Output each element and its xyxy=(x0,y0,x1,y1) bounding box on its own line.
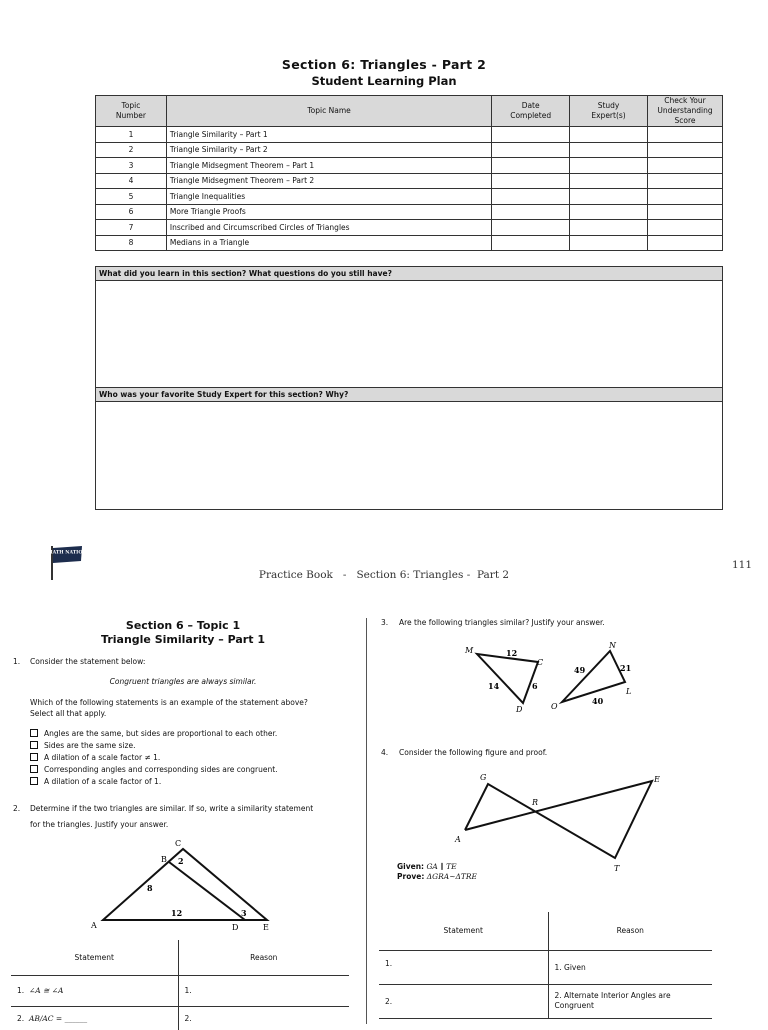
date-cell[interactable] xyxy=(492,189,570,205)
q1-prompt: Consider the statement below: xyxy=(30,657,146,666)
topic-number: 6 xyxy=(96,204,167,220)
label-a: A xyxy=(455,835,461,844)
table-row xyxy=(96,189,723,205)
q3-triangles-figure xyxy=(460,637,640,717)
q3-number: 3. xyxy=(381,618,389,627)
col-topic-number xyxy=(96,96,167,127)
reason-cell: 1. Given xyxy=(548,950,712,984)
reflection-question-learned: What did you learn in this section? What questions do you still have? xyxy=(96,267,722,281)
table-row xyxy=(11,975,349,1006)
table-row xyxy=(379,984,712,1018)
label-d: D xyxy=(516,705,523,714)
table-row xyxy=(96,142,723,158)
q1-statement: Congruent triangles are always similar. xyxy=(109,677,257,686)
col-check-score xyxy=(648,96,723,127)
topic-name: Triangle Similarity – Part 2 xyxy=(166,142,491,158)
date-cell[interactable] xyxy=(492,204,570,220)
col-date-completed xyxy=(492,96,570,127)
length-md: 14 xyxy=(488,681,500,691)
label-e: E xyxy=(263,923,269,932)
row-number: 1. xyxy=(385,958,393,968)
row-number: 1. xyxy=(184,986,192,995)
table-row xyxy=(96,173,723,189)
q2-number: 2. xyxy=(13,804,21,813)
checkbox[interactable] xyxy=(30,729,38,737)
reflection-answer-expert[interactable] xyxy=(96,402,722,509)
row-number: 2. xyxy=(17,1013,25,1023)
expert-cell[interactable] xyxy=(570,127,648,143)
col-topic-name xyxy=(166,96,491,127)
length-ab: 8 xyxy=(147,883,153,893)
date-cell[interactable] xyxy=(492,173,570,189)
statement-cell[interactable] xyxy=(379,984,548,1018)
section-title: Section 6: Triangles - Part 2 xyxy=(281,57,487,72)
q4-prompt: Consider the following figure and proof. xyxy=(399,748,548,757)
date-cell[interactable] xyxy=(492,235,570,251)
q4-proof-table xyxy=(379,912,712,1019)
col-study-experts-label: Study Expert(s) xyxy=(591,101,626,120)
row-number: 2. xyxy=(184,1013,192,1023)
reflection-answer-learned[interactable] xyxy=(96,281,722,387)
topic-name: Medians in a Triangle xyxy=(166,235,491,251)
expert-cell[interactable] xyxy=(570,173,648,189)
col-date-completed-label: Date Completed xyxy=(510,101,552,120)
q3-prompt: Are the following triangles similar? Justify your answer. xyxy=(399,618,605,627)
label-e: E xyxy=(654,775,660,784)
label-o: O xyxy=(551,702,558,711)
label-l: L xyxy=(626,687,632,696)
topic-name: Triangle Midsegment Theorem – Part 2 xyxy=(166,173,491,189)
q4-given-prove xyxy=(397,862,477,882)
q1-instruction-2: Select all that apply. xyxy=(30,709,107,718)
expert-cell[interactable] xyxy=(570,220,648,236)
date-cell[interactable] xyxy=(492,158,570,174)
reason-header: Reason xyxy=(178,940,349,975)
q1-option-label: A dilation of a scale factor ≠ 1. xyxy=(44,753,161,762)
q1-option-label: Corresponding angles and corresponding sides are congruent. xyxy=(44,765,278,774)
expert-cell[interactable] xyxy=(570,204,648,220)
score-cell[interactable] xyxy=(648,158,723,174)
given-text: GA ∥ TE xyxy=(426,862,457,871)
date-cell[interactable] xyxy=(492,142,570,158)
label-b: B xyxy=(161,855,167,864)
topic-number: 8 xyxy=(96,235,167,251)
topic-name: Inscribed and Circumscribed Circles of Triangles xyxy=(166,220,491,236)
checkbox[interactable] xyxy=(30,753,38,761)
q1-instruction: Which of the following statements is an example of the statement above? xyxy=(30,698,308,707)
topic-number: 3 xyxy=(96,158,167,174)
score-cell[interactable] xyxy=(648,235,723,251)
learning-plan-subtitle: Student Learning Plan xyxy=(311,74,457,88)
label-r: R xyxy=(532,798,539,807)
reason-cell[interactable] xyxy=(178,1006,349,1030)
length-ad: 12 xyxy=(171,908,183,918)
topic-title: Section 6 – Topic 1 xyxy=(125,619,241,632)
topic-name: Triangle Inequalities xyxy=(166,189,491,205)
reflection-question-expert: Who was your favorite Study Expert for this section? Why? xyxy=(96,387,722,402)
q1-option-label: Sides are the same size. xyxy=(44,741,136,750)
col-topic-number-label: Topic Number xyxy=(115,101,147,120)
q1-option xyxy=(30,777,278,789)
reason-cell: 2. Alternate Interior Angles are Congruent xyxy=(548,984,712,1018)
reason-header: Reason xyxy=(548,912,712,950)
topic-number: 7 xyxy=(96,220,167,236)
topic-subtitle: Triangle Similarity – Part 1 xyxy=(101,633,265,646)
topic-number: 1 xyxy=(96,127,167,143)
col-topic-name-label: Topic Name xyxy=(307,106,351,115)
col-study-experts xyxy=(570,96,648,127)
date-cell[interactable] xyxy=(492,127,570,143)
label-a: A xyxy=(91,921,97,930)
page-number: 111 xyxy=(732,559,753,571)
given-label: Given: xyxy=(397,862,425,871)
proof-header-row xyxy=(11,940,349,975)
score-cell[interactable] xyxy=(648,173,723,189)
q1-option xyxy=(30,765,278,777)
expert-cell[interactable] xyxy=(570,189,648,205)
statement-cell xyxy=(11,1006,178,1030)
score-cell[interactable] xyxy=(648,142,723,158)
topic-name: Triangle Similarity – Part 1 xyxy=(166,127,491,143)
column-divider xyxy=(366,618,367,1024)
proof-header-row xyxy=(379,912,712,950)
q1-option xyxy=(30,729,278,741)
q1-option xyxy=(30,753,278,765)
q1-number: 1. xyxy=(13,657,21,666)
score-cell[interactable] xyxy=(648,189,723,205)
length-nl: 21 xyxy=(620,663,632,673)
statement-header: Statement xyxy=(379,912,548,950)
statement-cell[interactable] xyxy=(379,950,548,984)
given-line xyxy=(397,862,477,872)
row-number: 1. xyxy=(17,986,25,995)
label-c: C xyxy=(175,839,182,848)
label-t: T xyxy=(614,864,620,873)
topic-number: 2 xyxy=(96,142,167,158)
length-de: 3 xyxy=(241,908,247,918)
table-row xyxy=(96,235,723,251)
statement-cell xyxy=(11,975,178,1006)
prove-line xyxy=(397,872,477,882)
q2-prompt: Determine if the two triangles are similar. If so, write a similarity statement xyxy=(30,804,314,813)
q1-option-label: Angles are the same, but sides are proportional to each other. xyxy=(44,729,278,738)
topic-name: More Triangle Proofs xyxy=(166,204,491,220)
q4-figure xyxy=(450,768,670,878)
expert-cell[interactable] xyxy=(570,158,648,174)
q1-options xyxy=(30,729,278,789)
table-row xyxy=(379,950,712,984)
q2-proof-table xyxy=(11,940,349,1030)
topic-number: 4 xyxy=(96,173,167,189)
statement-text: ∠A ≅ ∠A xyxy=(28,986,64,995)
table-row xyxy=(11,1006,349,1030)
score-cell[interactable] xyxy=(648,127,723,143)
label-g: G xyxy=(480,773,487,782)
expert-cell[interactable] xyxy=(570,142,648,158)
topic-name: Triangle Midsegment Theorem – Part 1 xyxy=(166,158,491,174)
reason-cell[interactable] xyxy=(178,975,349,1006)
statement-text: AB/AC = ______ xyxy=(28,1013,88,1023)
length-on: 49 xyxy=(574,665,586,675)
label-n: N xyxy=(609,641,616,650)
table-row xyxy=(96,220,723,236)
label-m: M xyxy=(465,646,474,655)
prove-text: ΔGRA~ΔTRE xyxy=(426,872,478,881)
learning-plan-header-row xyxy=(96,96,723,127)
score-cell[interactable] xyxy=(648,204,723,220)
checkbox[interactable] xyxy=(30,765,38,773)
q2-prompt-2: for the triangles. Justify your answer. xyxy=(30,820,169,829)
q4-number: 4. xyxy=(381,748,389,757)
row-number: 2. xyxy=(385,996,393,1006)
footer-text: Practice Book - Section 6: Triangles - Part 2 xyxy=(258,569,510,581)
q2-triangle-figure xyxy=(85,834,285,936)
table-row xyxy=(96,204,723,220)
label-d: D xyxy=(232,923,239,932)
length-mc: 12 xyxy=(506,648,518,658)
expert-cell[interactable] xyxy=(570,235,648,251)
col-check-score-label: Check Your Understanding Score xyxy=(657,96,713,125)
logo-text: MATH NATION xyxy=(47,550,87,556)
score-cell[interactable] xyxy=(648,220,723,236)
learning-plan-table xyxy=(95,95,723,251)
checkbox[interactable] xyxy=(30,777,38,785)
table-row xyxy=(96,158,723,174)
prove-label: Prove: xyxy=(397,872,425,881)
length-bc: 2 xyxy=(178,856,184,866)
date-cell[interactable] xyxy=(492,220,570,236)
length-ol: 40 xyxy=(592,696,604,706)
checkbox[interactable] xyxy=(30,741,38,749)
reflection-box xyxy=(95,266,723,510)
topic-number: 5 xyxy=(96,189,167,205)
q1-option-label: A dilation of a scale factor of 1. xyxy=(44,777,162,786)
label-c: C xyxy=(537,658,544,667)
statement-header: Statement xyxy=(11,940,178,975)
q1-option xyxy=(30,741,278,753)
length-cd: 6 xyxy=(532,681,538,691)
table-row xyxy=(96,127,723,143)
